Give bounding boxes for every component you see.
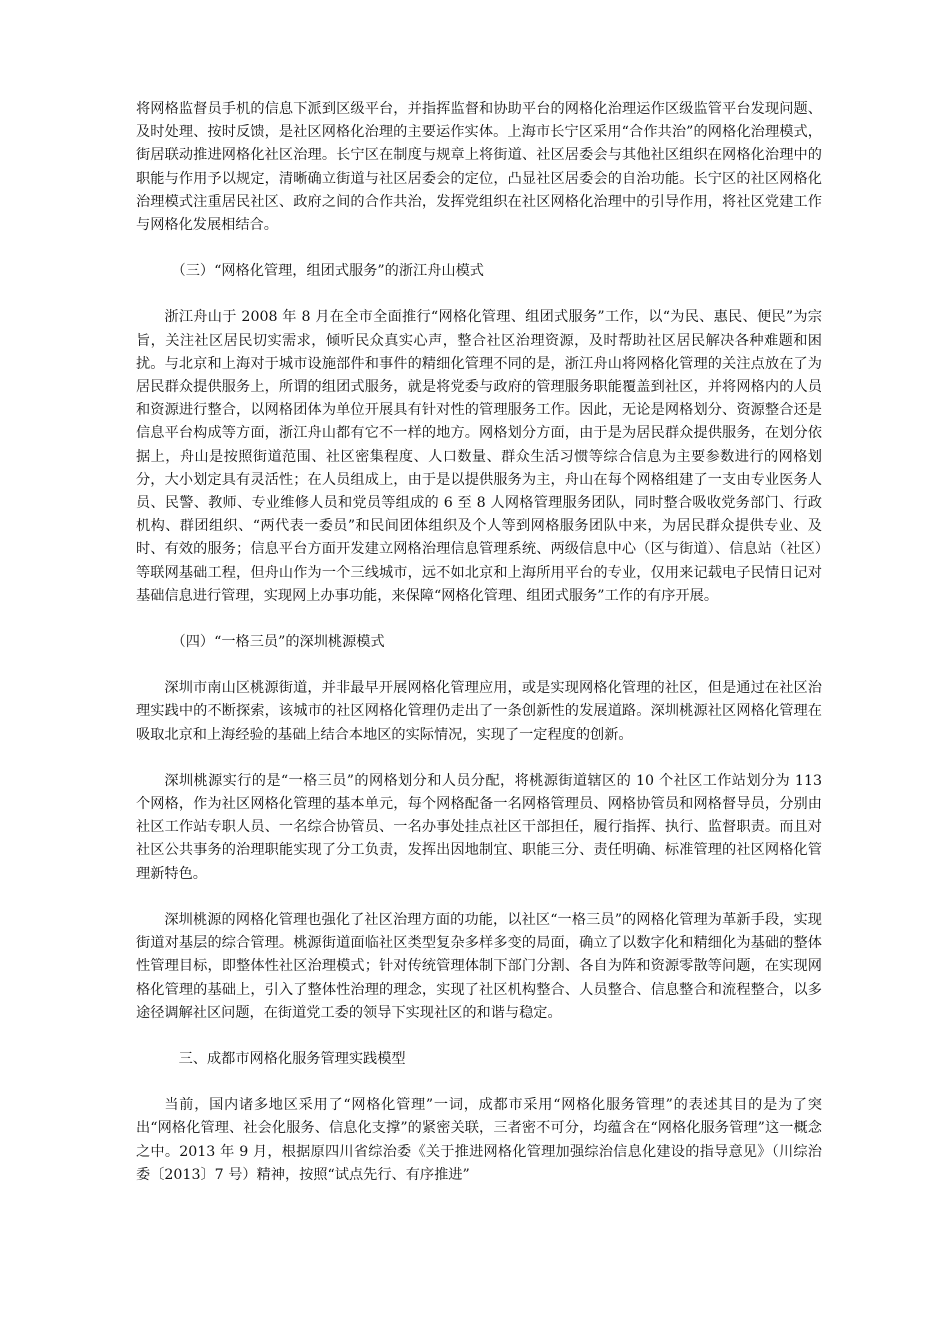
paragraph-shanghai-changning: 将网格监督员手机的信息下派到区级平台，并指挥监督和协助平台的网格化治理运作区级监管平台发现问题、及时处理、按时反馈，是社区网格化治理的主要运作实体。上海市长宁区采用“合作共治”的网格化治理模式，街居联动推进网格化社区治理。长宁区在制度与规章上将街道、社区居委会与其他社区组织在网格化治理中的职能与作用予以规定，清晰确立街道与社区居委会的定位，凸显社区居委会的自治功能。长宁区的社区网格化治理模式注重居民社区、政府之间的合作共治，发挥党组织在社区网格化治理中的引导作用，将社区党建工作与网格化发展相结合。 (136, 101, 822, 234)
document-page (136, 98, 822, 1187)
paragraph-chengdu: 当前，国内诸多地区采用了“网格化管理”一词，成都市采用“网格化服务管理”的表述其目的是为了突出“网格化管理、社会化服务、信息化支撑”的紧密关联，三者密不可分，均蕴含在“网格化服务管理”这一概念之中。2013 年 9 月，根据原四川省综治委《关于推进网格化管理加强综治信息化建设的指导意见》（川综治委〔2013〕7 号）精神，按照“试点先行、有序推进” (136, 1097, 822, 1183)
paragraph-spacer (136, 608, 822, 631)
subheading-taoyuan-model: （四）“一格三员”的深圳桃源模式 (171, 634, 385, 651)
paragraph-zhoushan: 浙江舟山于 2008 年 8 月在全市全面推行“网格化管理、组团式服务”工作，以“为民、惠民、便民”为宗旨，关注社区居民切实需求，倾听民众真实心声，整合社区治理资源，及时帮助社区居民解决各种难题和困扰。与北京和上海对于城市设施部件和事件的精细化管理不同的是，浙江舟山将网格化管理的关注点放在了为居民群众提供服务上，所谓的组团式服务，就是将党委与政府的管理服务职能覆盖到社区，并将网格内的人员和资源进行整合，以网格团体为单位开展具有针对性的管理服务工作。因此，无论是网格划分、资源整合还是信息平台构成等方面，浙江舟山都有它不一样的地方。网格划分方面，由于是为居民群众提供服务，在划分依据上，舟山是按照街道范围、社区密集程度、人口数量、群众生活习惯等综合信息为主要参数进行的网格划分，大小划定具有灵活性；在人员组成上，由于是以提供服务为主，舟山在每个网格组建了一支由专业医务人员、民警、教师、专业维修人员和党员等组成的 6 至 8 人网格管理服务团队，同时整合吸收党务部门、行政机构、群团组织、“两代表一委员”和民间团体组织及个人等到网格服务团队中来，为居民群众提供专业、及时、有效的服务；信息平台方面开发建立网格治理信息管理系统、两级信息中心（区与街道）、信息站（社区）等联网基础工程，但舟山作为一个三线城市，远不如北京和上海所用平台的专业，仅用来记载电子民情日记对基础信息进行管理，实现网上办事功能，来保障“网格化管理、组团式服务”工作的有序开展。 (136, 309, 822, 604)
paragraph-spacer (136, 283, 822, 306)
paragraph-spacer (136, 747, 822, 770)
paragraph-taoyuan-governance: 深圳桃源的网格化管理也强化了社区治理方面的功能，以社区“一格三员”的网格化管理为革新手段，实现街道对基层的综合管理。桃源街道面临社区类型复杂多样多变的局面，确立了以数字化和精细化为基础的整体性管理目标，即整体性社区治理模式；针对传统管理体制下部门分割、各自为阵和资源零散等问题，在实现网格化管理的基础上，引入了整体性治理的理念，实现了社区机构整合、人员整合、信息整合和流程整合，以多途径调解社区问题，在街道党工委的领导下实现社区的和谐与稳定。 (136, 911, 822, 1021)
paragraph-taoyuan-grid: 深圳桃源实行的是“一格三员”的网格划分和人员分配，将桃源街道辖区的 10 个社区工作站划分为 113 个网格，作为社区网格化管理的基本单元，每个网格配备一名网格管理员、网格协管员和网格督导员，分别由社区工作站专职人员、一名综合协管员、一名办事处挂点社区干部担任，履行指挥、执行、监督职责。而且对社区公共事务的治理职能实现了分工负责，发挥出因地制宜、职能三分、责任明确、标准管理的社区网格化管理新特色。 (136, 772, 822, 882)
paragraph-spacer (136, 237, 822, 260)
paragraph-taoyuan-intro: 深圳市南山区桃源街道，并非最早开展网格化管理应用，或是实现网格化管理的社区，但是通过在社区治理实践中的不断探索，该城市的社区网格化管理仍走出了一条创新性的发展道路。深圳桃源社区网格化管理在吸取北京和上海经验的基础上结合本地区的实际情况，实现了一定程度的创新。 (136, 680, 822, 743)
paragraph-spacer (136, 654, 822, 677)
paragraph-spacer (136, 1025, 822, 1048)
subheading-zhoushan-model: （三）“网格化管理，组团式服务”的浙江舟山模式 (171, 263, 484, 280)
paragraph-spacer (136, 886, 822, 909)
section-heading-chengdu: 三、成都市网格化服务管理实践模型 (178, 1050, 406, 1067)
paragraph-spacer (136, 1071, 822, 1094)
